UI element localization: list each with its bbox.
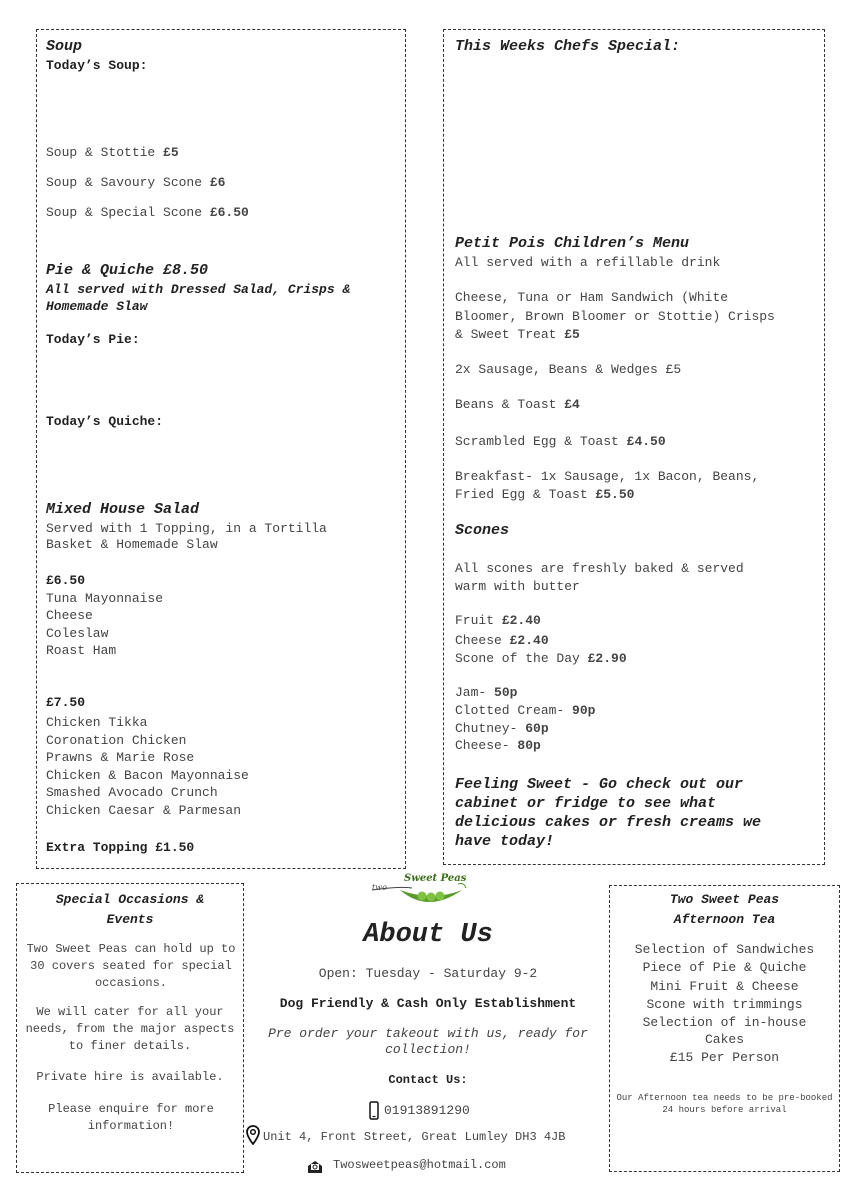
scone-item: Fruit £2.40: [455, 613, 541, 628]
tea-item: Cakes: [704, 1032, 744, 1047]
children-item: Cheese, Tuna or Ham Sandwich (White: [455, 290, 729, 305]
phone-icon: [369, 1101, 379, 1125]
tea-heading: Two Sweet Peas: [669, 892, 780, 907]
tea-item: Mini Fruit & Cheese: [650, 979, 799, 994]
scones-heading: Scones: [455, 522, 510, 539]
occasions-heading: Events: [106, 912, 154, 927]
tea-price: £15 Per Person: [669, 1050, 780, 1065]
preorder-text: Pre order your takeout with us, ready for collection!: [268, 1026, 588, 1057]
scones-desc: All scones are freshly baked & served: [455, 561, 744, 576]
salad-price: £6.50: [46, 573, 86, 588]
salad-desc: Basket & Homemade Slaw: [46, 537, 218, 552]
salad-topping: Chicken Caesar & Parmesan: [46, 803, 242, 818]
opening-hours: Open: Tuesday - Saturday 9-2: [318, 966, 538, 981]
tea-item: Selection of in-house: [642, 1015, 807, 1030]
children-item: Breakfast- 1x Sausage, 1x Bacon, Beans,: [455, 469, 760, 484]
sweet-peas-logo: [370, 868, 470, 914]
children-menu-heading: Petit Pois Children’s Menu: [455, 235, 690, 252]
address-text: Unit 4, Front Street, Great Lumley DH3 4JB: [263, 1130, 566, 1144]
todays-pie-label: Today’s Pie:: [46, 332, 140, 347]
feeling-sweet-line: cabinet or fridge to see what: [455, 795, 717, 812]
dog-friendly-text: Dog Friendly & Cash Only Establishment: [279, 996, 577, 1011]
salad-topping: Chicken & Bacon Mayonnaise: [46, 768, 249, 783]
scone-extra: Clotted Cream- 90p: [455, 703, 596, 718]
scone-extra: Cheese- 80p: [455, 738, 541, 753]
tea-item: Piece of Pie & Quiche: [642, 960, 807, 975]
salad-topping: Tuna Mayonnaise: [46, 591, 164, 606]
feeling-sweet-line: have today!: [455, 833, 555, 850]
todays-quiche-label: Today’s Quiche:: [46, 414, 164, 429]
salad-topping: Cheese: [46, 608, 93, 623]
children-item: Beans & Toast £4: [455, 397, 580, 412]
salad-topping: Smashed Avocado Crunch: [46, 785, 218, 800]
email-icon: [307, 1160, 323, 1179]
pie-sub-line: All served with Dressed Salad, Crisps &: [46, 282, 351, 297]
salad-desc: Served with 1 Topping, in a Tortilla: [46, 521, 327, 536]
children-sub: All served with a refillable drink: [455, 255, 721, 270]
salad-topping: Coronation Chicken: [46, 733, 187, 748]
pie-quiche-heading: Pie & Quiche £8.50: [46, 262, 209, 279]
contact-heading: Contact Us:: [388, 1073, 468, 1087]
salad-topping: Chicken Tikka: [46, 715, 148, 730]
occasions-paragraph: We will cater for all your needs, from the major aspects to finer details.: [25, 1005, 235, 1053]
salad-price: £7.50: [46, 695, 86, 710]
tea-heading: Afternoon Tea: [673, 912, 776, 927]
logo-two-text: two: [372, 883, 387, 892]
pie-sub-line: Homemade Slaw: [46, 299, 148, 314]
phone-number[interactable]: 01913891290: [384, 1103, 470, 1118]
extra-topping: Extra Topping £1.50: [46, 840, 195, 855]
tea-item: Scone with trimmings: [646, 997, 803, 1012]
feeling-sweet-line: Feeling Sweet - Go check out our: [455, 776, 744, 793]
about-us-title: About Us: [363, 920, 493, 950]
salad-topping: Prawns & Marie Rose: [46, 750, 195, 765]
email-address[interactable]: Twosweetpeas@hotmail.com: [333, 1158, 506, 1172]
location-pin-icon: [246, 1125, 260, 1150]
occasions-paragraph: Private hire is available.: [36, 1070, 224, 1084]
children-item: Scrambled Egg & Toast £4.50: [455, 434, 666, 449]
occasions-heading: Special Occasions &: [55, 892, 205, 907]
children-item: Fried Egg & Toast £5.50: [455, 487, 635, 502]
children-item: Bloomer, Brown Bloomer or Stottie) Crisps: [455, 309, 775, 324]
scones-desc: warm with butter: [455, 579, 580, 594]
children-item: & Sweet Treat £5: [455, 327, 580, 342]
salad-topping: Coleslaw: [46, 626, 109, 641]
scone-item: Scone of the Day £2.90: [455, 651, 627, 666]
salad-topping: Roast Ham: [46, 643, 117, 658]
soup-item: Soup & Stottie £5: [46, 145, 179, 160]
occasions-paragraph: Two Sweet Peas can hold up to 30 covers seated for special occasions.: [26, 942, 236, 990]
salad-heading: Mixed House Salad: [46, 501, 200, 518]
tea-item: Selection of Sandwiches: [634, 942, 815, 957]
occasions-paragraph: Please enquire for more information!: [48, 1102, 214, 1133]
soup-heading: Soup: [46, 38, 83, 55]
tea-booking-note: Our Afternoon tea needs to be pre-booked 24 hours before arrival: [616, 1093, 833, 1115]
logo-text: Sweet Peas: [404, 873, 467, 884]
children-item: 2x Sausage, Beans & Wedges £5: [455, 362, 682, 377]
scone-item: Cheese £2.40: [455, 633, 549, 648]
soup-item: Soup & Savoury Scone £6: [46, 175, 226, 190]
feeling-sweet-line: delicious cakes or fresh creams we: [455, 814, 762, 831]
soup-item: Soup & Special Scone £6.50: [46, 205, 249, 220]
scone-extra: Jam- 50p: [455, 685, 518, 700]
scone-extra: Chutney- 60p: [455, 721, 549, 736]
chefs-special-heading: This Weeks Chefs Special:: [455, 38, 681, 55]
todays-soup-label: Today’s Soup:: [46, 58, 148, 73]
